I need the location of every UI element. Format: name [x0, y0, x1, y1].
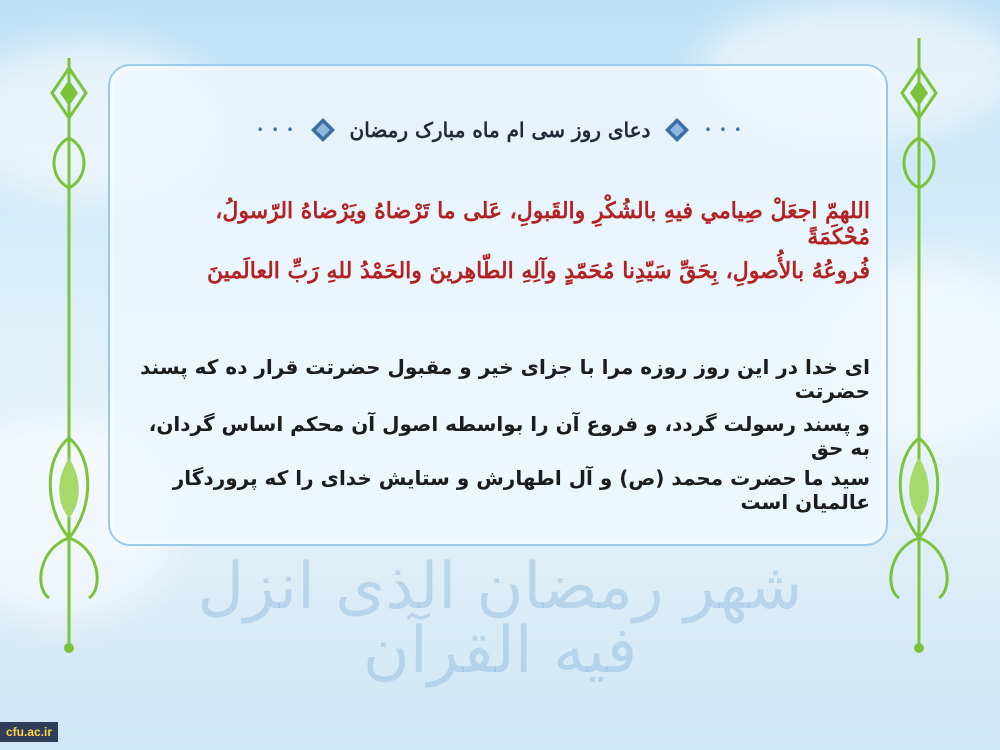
ornament-dots-left: • • •: [256, 123, 296, 137]
calligraphy-watermark: شهر رمضان الذی انزل فیه القرآن: [197, 550, 803, 688]
ornament-dots-right: • • •: [704, 123, 744, 137]
arabic-prayer-line-2: فُروعُهُ بالأُصولِ، بِحَقِّ سَيّدِنا مُحَمّدٍ وآلِهِ الطّاهِرينَ والحَمْدُ للهِ رَبِّ العالَمينَ: [206, 258, 870, 284]
title-row: [0, 112, 1000, 148]
diamond-ornament-icon: [310, 117, 336, 143]
persian-translation-line-1: ای خدا در این روز روزه مرا با جزای خیر و مقبول حضرتت قرار ده که پسند حضرتت: [140, 355, 870, 403]
persian-translation-line-2: و پسند رسولت گردد، و فروع آن را بواسطه اصول آن محکم اساس گردان، به حق: [148, 412, 870, 460]
page-title: دعای روز سی ام ماه مبارک رمضان: [349, 118, 651, 142]
arabic-prayer-line-1: اللهمّ اجعَلْ صِيامي فيهِ بالشُكْرِ والقَبولِ، عَلى ما تَرْضاهُ ويَرْضاهُ الرّسولُ، مُحْكَمَةً: [215, 198, 870, 250]
site-logo: cfu.ac.ir: [0, 722, 58, 742]
persian-translation-line-3: سید ما حضرت محمد (ص) و آل اطهارش و ستایش خدای را که پروردگار عالمیان است: [172, 466, 870, 514]
diamond-ornament-icon: [664, 117, 690, 143]
